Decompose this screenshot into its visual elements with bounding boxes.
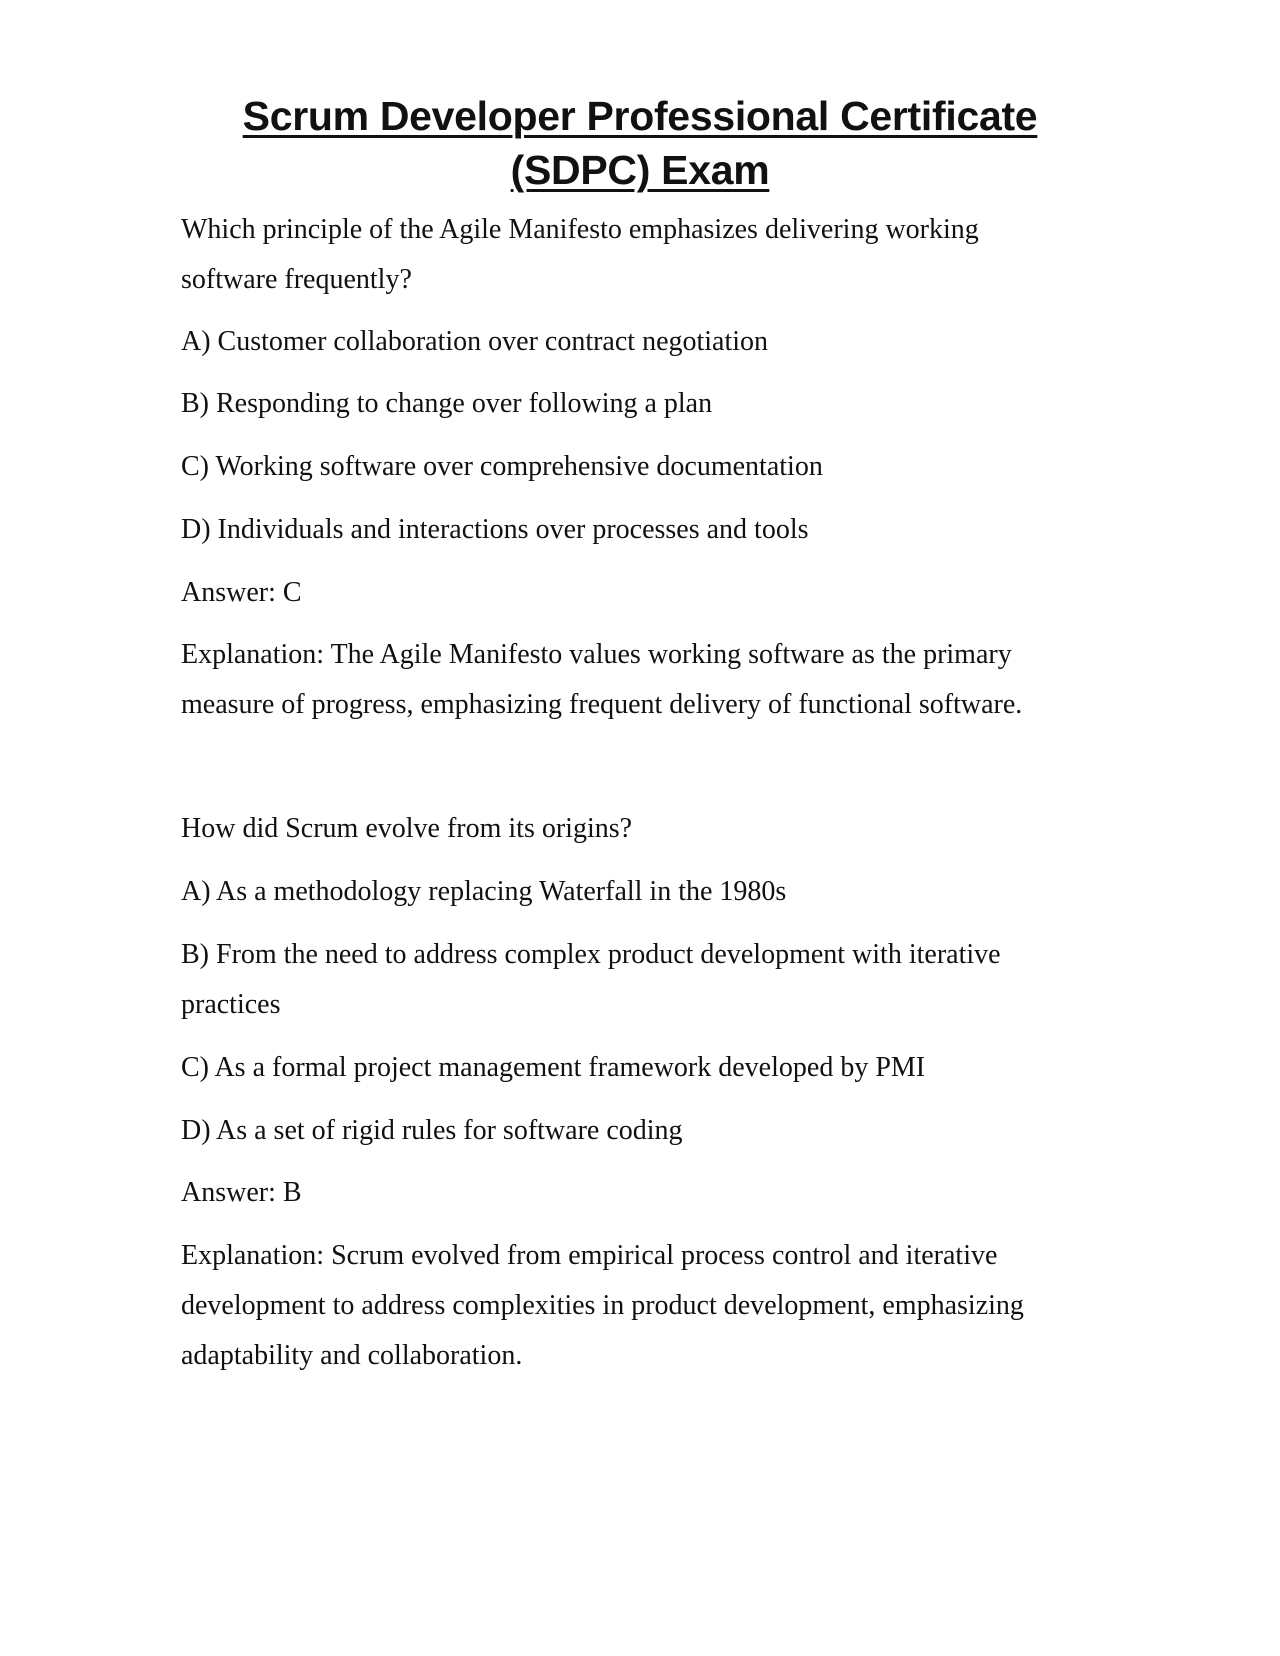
question-2-option-d: D) As a set of rigid rules for software coding (181, 1115, 683, 1146)
question-1-text-line-1: Which principle of the Agile Manifesto emphasizes delivering working (181, 214, 979, 245)
question-1-explanation-line-1: Explanation: The Agile Manifesto values working software as the primary (181, 639, 1012, 670)
page-title-line-2 (0, 144, 1280, 196)
question-2-option-b-line-2: practices (181, 989, 281, 1020)
question-2-explanation-line-1: Explanation: Scrum evolved from empirical process control and iterative (181, 1240, 998, 1271)
question-1-explanation-line-2: measure of progress, emphasizing frequent delivery of functional software. (181, 689, 1023, 720)
question-2-answer: Answer: B (181, 1177, 302, 1208)
page-title-line-1 (0, 90, 1280, 142)
question-1-option-c: C) Working software over comprehensive documentation (181, 451, 823, 482)
question-1-option-d: D) Individuals and interactions over processes and tools (181, 514, 809, 545)
question-2-option-b-line-1: B) From the need to address complex product development with iterative (181, 939, 1001, 970)
question-2-option-a: A) As a methodology replacing Waterfall in the 1980s (181, 876, 787, 907)
question-2-option-c: C) As a formal project management framework developed by PMI (181, 1052, 926, 1083)
question-1-option-b: B) Responding to change over following a plan (181, 388, 713, 419)
question-1-option-a: A) Customer collaboration over contract negotiation (181, 326, 769, 357)
question-2-explanation-line-3: adaptability and collaboration. (181, 1340, 523, 1371)
question-2-explanation-line-2: development to address complexities in product development, emphasizing (181, 1290, 1024, 1321)
question-2-text: How did Scrum evolve from its origins? (181, 813, 633, 844)
page-title-text-2: (SDPC) Exam (510, 147, 770, 193)
question-1-answer: Answer: C (181, 577, 302, 608)
page-title-text-1: Scrum Developer Professional Certificate (242, 93, 1038, 139)
question-1-text-line-2: software frequently? (181, 264, 412, 295)
